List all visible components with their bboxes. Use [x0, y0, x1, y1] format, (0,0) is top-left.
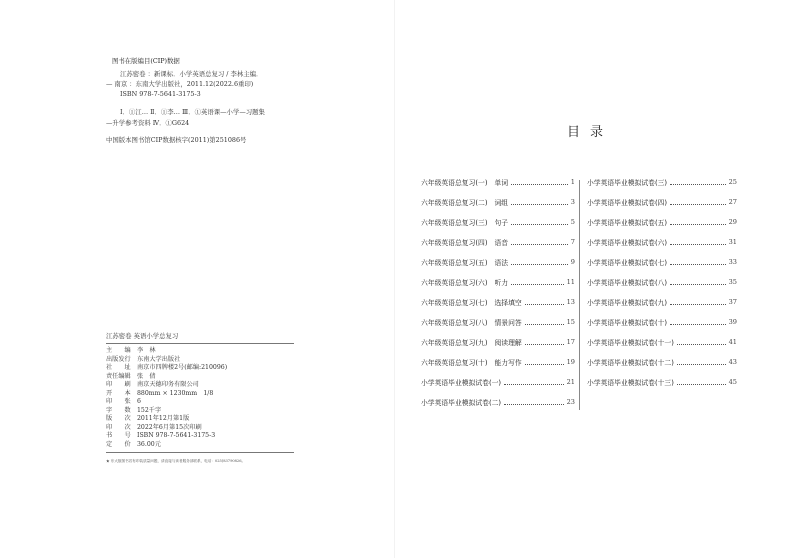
toc-entry-title: 小学英语毕业模拟试卷(八): [587, 279, 668, 287]
toc-entry[interactable]: [421, 376, 575, 388]
toc-column-divider: [579, 180, 580, 410]
toc-entry-topic: 情景问答: [494, 319, 522, 327]
toc-entry-page: 5: [570, 218, 575, 226]
toc-dot-leader: [677, 384, 726, 385]
colophon-note: ★ 东大版图书若有印装质量问题，请直接与读者服务部联系，电话：025)83790826。: [106, 459, 246, 463]
toc-entry-title: 小学英语毕业模拟试卷(十一): [587, 339, 674, 347]
colophon-label: 责任编辑: [106, 372, 131, 380]
colophon-row: [106, 424, 294, 433]
toc-entry-title: 六年级英语总复习(十): [421, 359, 488, 367]
colophon-rows: [106, 344, 294, 453]
colophon-label: 社 址: [106, 364, 131, 371]
colophon-row: [106, 407, 294, 416]
toc-entry[interactable]: [587, 236, 737, 248]
toc-entry-page: 37: [728, 298, 737, 306]
toc-dot-leader: [677, 344, 726, 345]
colophon-row: [106, 356, 294, 365]
colophon-row: [106, 441, 294, 450]
toc-entry-page: 9: [570, 258, 575, 266]
colophon-value: 李 林: [137, 347, 156, 354]
toc-entry-page: 27: [728, 198, 737, 206]
toc-entry[interactable]: [421, 296, 575, 308]
toc-dot-leader: [670, 204, 726, 205]
toc-entry-page: 23: [566, 398, 575, 406]
toc-entry-topic: 选择填空: [494, 299, 522, 307]
colophon-value: 880mm × 1230mm 1/8: [137, 389, 214, 397]
toc-entry-title: 小学英语毕业模拟试卷(十): [587, 319, 668, 327]
toc-dot-leader: [504, 404, 564, 405]
toc-entry-title: 小学英语毕业模拟试卷(十三): [587, 379, 674, 387]
toc-entry-title: 小学英语毕业模拟试卷(二): [421, 399, 502, 407]
toc-entry-page: 1: [570, 178, 575, 186]
cip-heading: 图书在版编目(CIP)数据: [112, 57, 180, 65]
toc-entry-title: 小学英语毕业模拟试卷(六): [587, 239, 668, 247]
toc-entry-page: 11: [566, 278, 575, 286]
toc-dot-leader: [525, 344, 564, 345]
colophon-value: 6: [137, 398, 141, 405]
toc-entry-page: 15: [566, 318, 575, 326]
toc-dot-leader: [511, 224, 568, 225]
contents-page: [395, 0, 790, 558]
colophon-value: ISBN 978-7-5641-3175-3: [137, 432, 216, 439]
toc-entry[interactable]: [421, 356, 575, 368]
colophon-label: 印 张: [106, 398, 131, 405]
colophon-label: 出版发行: [106, 355, 131, 363]
toc-entry-page: 35: [728, 278, 737, 286]
toc-entry-page: 19: [566, 358, 575, 366]
toc-entry[interactable]: [421, 396, 575, 408]
toc-entry-page: 31: [728, 238, 737, 246]
toc-entry-title: 小学英语毕业模拟试卷(三): [587, 179, 668, 187]
toc-entry-page: 25: [728, 178, 737, 186]
toc-dot-leader: [670, 304, 726, 305]
toc-entry-page: 43: [728, 358, 737, 366]
cip-line: — 南京 ：东南大学出版社，2011.12(2022.6重印): [106, 79, 254, 88]
toc-entry-topic: 能力写作: [494, 359, 522, 367]
toc-entry-page: 29: [728, 218, 737, 226]
toc-dot-leader: [511, 244, 568, 245]
toc-entry-title: 小学英语毕业模拟试卷(四): [587, 199, 668, 207]
colophon-row: [106, 432, 294, 441]
colophon: [106, 331, 294, 464]
toc-entry-page: 33: [728, 258, 737, 266]
toc-entry-topic: 句子: [494, 219, 509, 227]
toc-entry-title: 小学英语毕业模拟试卷(七): [587, 259, 668, 267]
colophon-value: 南京天德印务有限公司: [137, 381, 199, 388]
toc-entry-topic: 语法: [494, 259, 509, 267]
toc-dot-leader: [670, 224, 726, 225]
toc-entry[interactable]: [421, 276, 575, 288]
toc-entry[interactable]: [421, 236, 575, 248]
toc-entry-title: 小学英语毕业模拟试卷(五): [587, 219, 668, 227]
colophon-label: 字 数: [106, 406, 131, 414]
toc-dot-leader: [525, 364, 564, 365]
colophon-value: 东南大学出版社: [137, 355, 181, 363]
colophon-value: 2011年12月第1版: [137, 415, 190, 422]
toc-entry-title: 六年级英语总复习(八): [421, 319, 488, 327]
toc-dot-leader: [670, 324, 726, 325]
colophon-row: [106, 390, 294, 399]
toc-dot-leader: [525, 324, 564, 325]
toc-entry-title: 六年级英语总复习(九): [421, 339, 488, 347]
toc-entry-page: 21: [566, 378, 575, 386]
toc-entry-topic: 听力: [494, 279, 509, 287]
colophon-label: 印 次: [106, 423, 131, 431]
toc-dot-leader: [511, 204, 568, 205]
toc-entry[interactable]: [587, 296, 737, 308]
colophon-value: 2022年6月第15次印刷: [137, 423, 202, 431]
toc-entry[interactable]: [421, 256, 575, 268]
cip-line: Ⅰ．①江… Ⅱ．①李… Ⅲ．①英语课—小学—习题集: [120, 108, 265, 117]
colophon-value: 36.00元: [137, 440, 161, 448]
toc-entry[interactable]: [421, 176, 575, 188]
colophon-label: 定 价: [106, 440, 131, 448]
toc-entry-title: 小学英语毕业模拟试卷(一): [421, 379, 502, 387]
toc-entry[interactable]: [421, 336, 575, 348]
toc-entry[interactable]: [587, 196, 737, 208]
toc-dot-leader: [670, 244, 726, 245]
cip-line: 江苏密卷 ：新课标．小学英语总复习 / 李林主编．: [120, 69, 263, 78]
toc-entry[interactable]: [587, 256, 737, 268]
toc-dot-leader: [677, 364, 726, 365]
colophon-label: 版 次: [106, 415, 131, 422]
toc-entry-topic: 阅读理解: [494, 339, 522, 347]
toc-entry[interactable]: [587, 376, 737, 388]
toc-entry-topic: 语音: [494, 239, 509, 247]
toc-entry[interactable]: [587, 216, 737, 228]
colophon-row: [106, 398, 294, 407]
toc-entry-title: 小学英语毕业模拟试卷(九): [587, 299, 668, 307]
toc-entry-title: 六年级英语总复习(三): [421, 219, 488, 227]
toc-dot-leader: [670, 264, 726, 265]
colophon-row: [106, 381, 294, 390]
toc-entry[interactable]: [587, 316, 737, 328]
toc-entry-title: 六年级英语总复习(六): [421, 279, 488, 287]
colophon-title: 江苏密卷 英语小学总复习: [106, 331, 294, 344]
colophon-label: 印 刷: [106, 381, 131, 388]
colophon-label: 开 本: [106, 389, 131, 397]
toc-entry[interactable]: [421, 196, 575, 208]
toc-entry-title: 六年级英语总复习(五): [421, 259, 488, 267]
toc-entry-page: 3: [570, 198, 575, 206]
toc-dot-leader: [511, 284, 564, 285]
toc-dot-leader: [511, 264, 568, 265]
cip-line: —升学参考资料 Ⅳ．①G624: [106, 118, 190, 127]
toc-dot-leader: [670, 184, 726, 185]
toc-title: 目录: [566, 125, 613, 140]
toc-entry-topic: 词组: [494, 199, 509, 207]
toc-entry[interactable]: [421, 316, 575, 328]
toc-entry[interactable]: [587, 356, 737, 368]
colophon-value: 南京市四牌楼2号(邮编:210096): [137, 364, 228, 371]
colophon-value: 152千字: [137, 406, 162, 414]
colophon-value: 张 倩: [137, 372, 156, 380]
toc-entry-page: 17: [566, 338, 575, 346]
toc-entry[interactable]: [421, 216, 575, 228]
toc-entry-title: 六年级英语总复习(二): [421, 199, 488, 207]
colophon-label: 书 号: [106, 432, 131, 439]
toc-entry-page: 41: [728, 338, 737, 346]
toc-dot-leader: [670, 284, 726, 285]
toc-entry-page: 45: [728, 378, 737, 386]
cip-record-number: 中国版本图书馆CIP数据核字(2011)第251086号: [106, 135, 247, 144]
cip-line: ISBN 978-7-5641-3175-3: [120, 90, 201, 99]
colophon-row: [106, 347, 294, 356]
colophon-row: [106, 364, 294, 373]
toc-dot-leader: [525, 304, 564, 305]
colophon-label: 主 编: [106, 347, 131, 354]
toc-entry[interactable]: [587, 276, 737, 288]
colophon-row: [106, 373, 294, 382]
toc-entry-title: 六年级英语总复习(四): [421, 239, 488, 247]
colophon-row: [106, 415, 294, 424]
toc-entry-topic: 单词: [494, 179, 509, 187]
toc-entry-page: 39: [728, 318, 737, 326]
toc-entry-title: 六年级英语总复习(七): [421, 299, 488, 307]
toc-entry-page: 13: [566, 298, 575, 306]
toc-entry-title: 小学英语毕业模拟试卷(十二): [587, 359, 674, 367]
toc-entry-page: 7: [570, 238, 575, 246]
toc-dot-leader: [504, 384, 564, 385]
cip-block: [106, 56, 356, 145]
toc-dot-leader: [511, 184, 568, 185]
toc-entry-title: 六年级英语总复习(一): [421, 179, 488, 187]
toc-entry[interactable]: [587, 336, 737, 348]
toc-entry[interactable]: [587, 176, 737, 188]
